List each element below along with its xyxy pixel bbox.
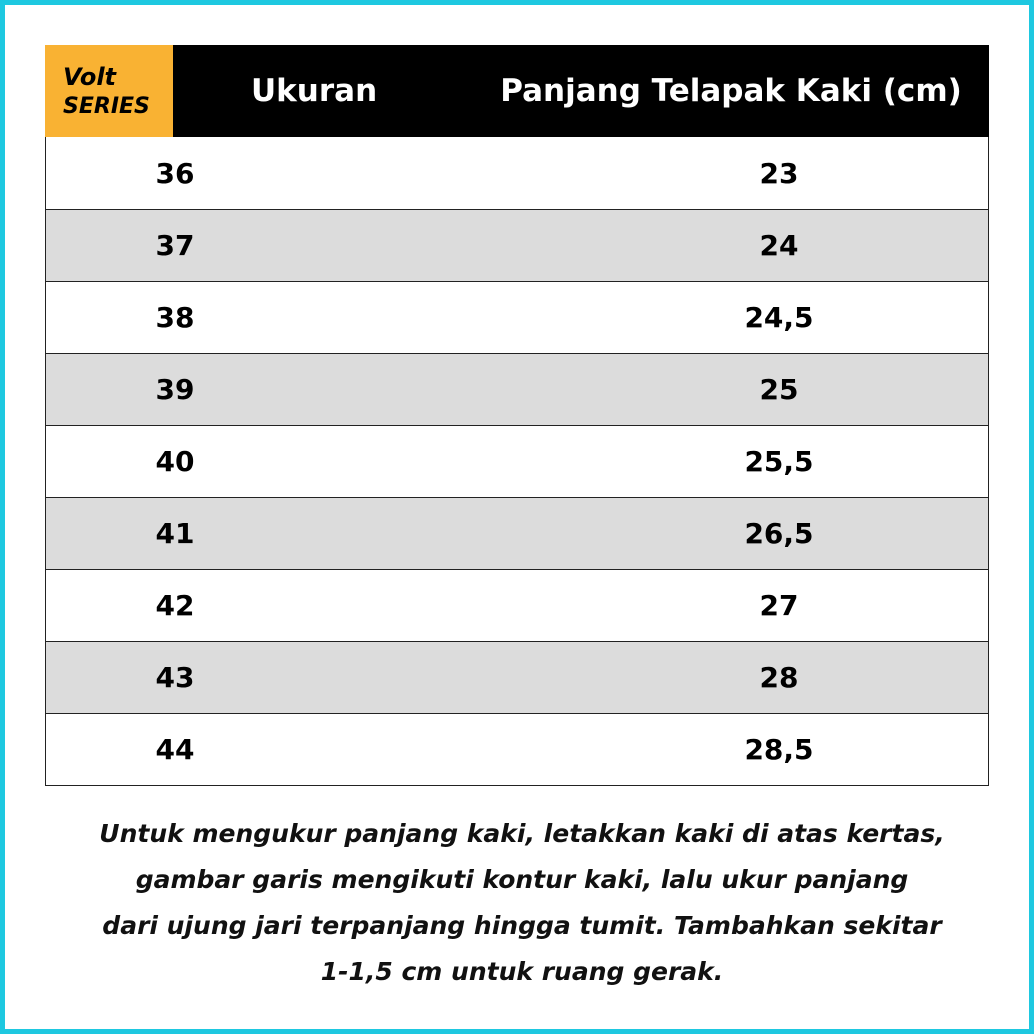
length-cell: 28 (759, 661, 799, 694)
brand-line-1: Volt (63, 63, 117, 91)
table-row (45, 210, 989, 282)
size-cell: 43 (155, 661, 195, 694)
size-chart-table (45, 45, 989, 786)
length-cell: 24 (759, 229, 799, 262)
table-row (45, 426, 989, 498)
table-row (45, 282, 989, 354)
size-cell: 44 (155, 733, 195, 766)
length-cell: 28,5 (744, 733, 814, 766)
brand-line-2: SERIES (63, 94, 150, 119)
length-cell: 26,5 (744, 517, 814, 550)
header-length: Panjang Telapak Kaki (cm) (500, 73, 962, 109)
size-cell: 39 (155, 373, 195, 406)
note-line: Untuk mengukur panjang kaki, letakkan kaki di atas kertas, (99, 819, 945, 848)
note-line: gambar garis mengikuti kontur kaki, lalu ukur panjang (135, 865, 909, 894)
size-cell: 37 (155, 229, 195, 262)
length-cell: 25,5 (744, 445, 814, 478)
note-line: dari ujung jari terpanjang hingga tumit. Tambahkan sekitar (102, 911, 942, 940)
size-cell: 38 (155, 301, 195, 334)
length-cell: 23 (759, 156, 799, 190)
table-row (45, 642, 989, 714)
table-row (45, 498, 989, 570)
table-row (45, 714, 989, 786)
table-row (45, 137, 989, 210)
table-row (45, 570, 989, 642)
size-cell: 40 (155, 445, 195, 478)
brand-logo (45, 45, 173, 137)
size-cell: 41 (155, 517, 195, 550)
table-header (45, 45, 989, 137)
length-cell: 24,5 (744, 301, 814, 334)
header-size: Ukuran (251, 73, 378, 109)
length-cell: 27 (759, 589, 799, 622)
table-row (45, 354, 989, 426)
length-cell: 25 (759, 373, 799, 406)
measurement-note (45, 811, 999, 995)
size-cell: 42 (155, 589, 195, 622)
size-cell: 36 (155, 156, 195, 190)
note-line: 1-1,5 cm untuk ruang gerak. (320, 957, 724, 986)
table-body (45, 137, 989, 786)
